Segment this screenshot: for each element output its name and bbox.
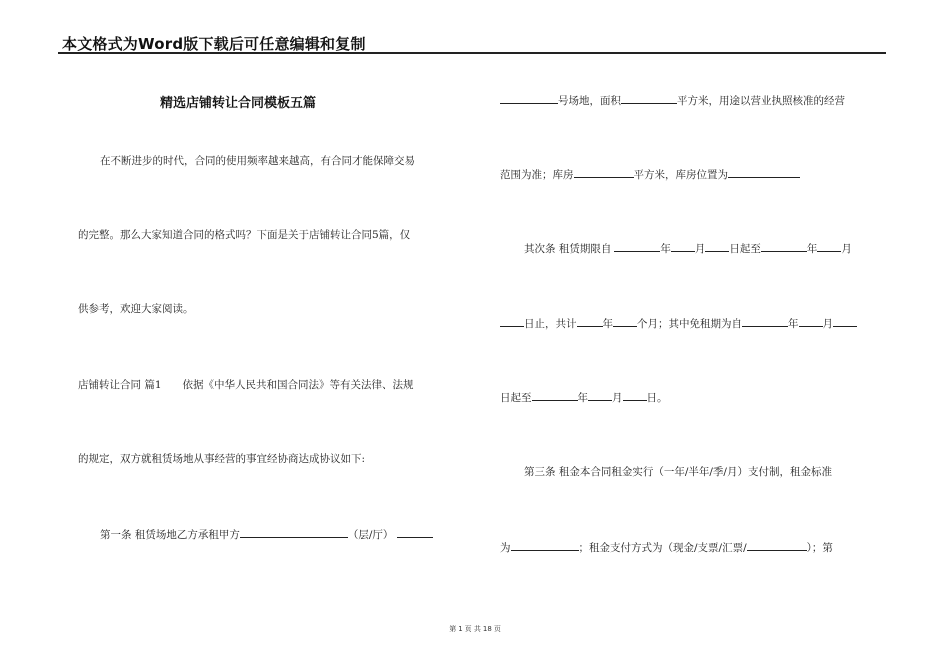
right-line-5-text-a: 日起至 bbox=[500, 392, 532, 404]
footer-total-pages: 18 bbox=[482, 625, 492, 633]
right-line-7-text-a: 为 bbox=[500, 542, 511, 554]
year-label: 年 bbox=[660, 243, 671, 255]
blank-field[interactable] bbox=[614, 241, 660, 252]
month-label: 月 bbox=[841, 243, 852, 255]
footer-page-mid: 页 共 bbox=[464, 625, 481, 633]
left-line-2: 的完整。那么大家知道合同的格式吗？下面是关于店铺转让合同5篇，仅 bbox=[78, 229, 411, 241]
right-line-5 bbox=[500, 390, 668, 405]
blank-field[interactable] bbox=[577, 316, 603, 327]
month-label: 月 bbox=[822, 318, 833, 330]
right-line-3 bbox=[524, 241, 852, 256]
left-line-6 bbox=[100, 527, 433, 542]
blank-field[interactable] bbox=[833, 316, 857, 327]
blank-field[interactable] bbox=[511, 540, 579, 551]
right-line-1-text-a: 号场地，面积 bbox=[558, 95, 621, 107]
month-label: 月 bbox=[694, 243, 706, 255]
left-line-3: 供参考，欢迎大家阅读。 bbox=[78, 303, 194, 315]
document-title: 精选店铺转让合同模板五篇 bbox=[160, 96, 317, 111]
left-line-6-suffix: （层/厅） bbox=[347, 529, 394, 541]
blank-field[interactable] bbox=[728, 167, 800, 178]
right-line-1-text-b: 平方米，用途以营业执照核准的经营 bbox=[677, 95, 845, 107]
header-rule bbox=[58, 52, 886, 54]
right-line-3-text-a: 其次条 租赁期限自 bbox=[524, 243, 612, 255]
year-label: 年 bbox=[577, 392, 588, 404]
blank-field[interactable] bbox=[574, 167, 634, 178]
blank-field[interactable] bbox=[742, 316, 788, 327]
right-line-6: 第三条 租金本合同租金实行（一年/半年/季/月）支付制，租金标准 bbox=[524, 466, 832, 478]
left-line-5: 的规定，双方就租赁场地从事经营的事宜经协商达成协议如下: bbox=[78, 453, 366, 465]
month-label: 月 bbox=[612, 392, 623, 404]
blank-field[interactable] bbox=[613, 316, 637, 327]
right-line-7-text-c: ）；第 bbox=[806, 542, 833, 554]
blank-field[interactable] bbox=[500, 93, 558, 104]
right-line-4 bbox=[500, 316, 857, 331]
footer-page-label: 第 bbox=[449, 625, 457, 633]
right-line-2-text-b: 平方米，库房位置为 bbox=[633, 169, 728, 181]
year-label: 年 bbox=[602, 318, 613, 330]
right-line-2 bbox=[500, 167, 800, 182]
blank-field[interactable] bbox=[761, 241, 807, 252]
blank-field[interactable] bbox=[671, 241, 695, 252]
footer-page-end: 页 bbox=[493, 625, 501, 633]
blank-field[interactable] bbox=[621, 93, 677, 104]
right-line-7-text-b: ；租金支付方式为（现金/支票/汇票/ bbox=[578, 542, 747, 554]
header-banner: 本文格式为Word版下载后可任意编辑和复制 bbox=[62, 35, 366, 53]
blank-field[interactable] bbox=[799, 316, 823, 327]
year-label: 年 bbox=[806, 243, 818, 255]
left-line-4: 店铺转让合同 篇1 依据《中华人民共和国合同法》等有关法律、法规 bbox=[78, 379, 414, 391]
blank-field[interactable] bbox=[747, 540, 807, 551]
blank-field[interactable] bbox=[240, 527, 348, 538]
left-line-1: 在不断进步的时代，合同的使用频率越来越高，有合同才能保障交易 bbox=[100, 155, 415, 167]
right-line-7 bbox=[500, 540, 833, 555]
left-line-6-text: 第一条 租赁场地乙方承租甲方 bbox=[100, 529, 240, 541]
blank-field[interactable] bbox=[532, 390, 578, 401]
blank-field[interactable] bbox=[623, 390, 647, 401]
blank-field[interactable] bbox=[500, 316, 524, 327]
day-until-label: 日起至 bbox=[729, 243, 761, 255]
right-line-2-text-a: 范围为准；库房 bbox=[500, 169, 574, 181]
blank-field[interactable] bbox=[817, 241, 841, 252]
day-end-label: 日。 bbox=[646, 392, 668, 404]
right-line-4-text-c: 个月；其中免租期为自 bbox=[637, 318, 742, 330]
right-line-4-text-a: 日止，共计 bbox=[524, 318, 577, 330]
blank-field[interactable] bbox=[397, 527, 433, 538]
right-line-1 bbox=[500, 93, 845, 108]
page-footer bbox=[0, 624, 950, 634]
year-label: 年 bbox=[788, 318, 799, 330]
blank-field[interactable] bbox=[705, 241, 729, 252]
footer-page-number: 1 bbox=[458, 625, 463, 633]
blank-field[interactable] bbox=[588, 390, 612, 401]
